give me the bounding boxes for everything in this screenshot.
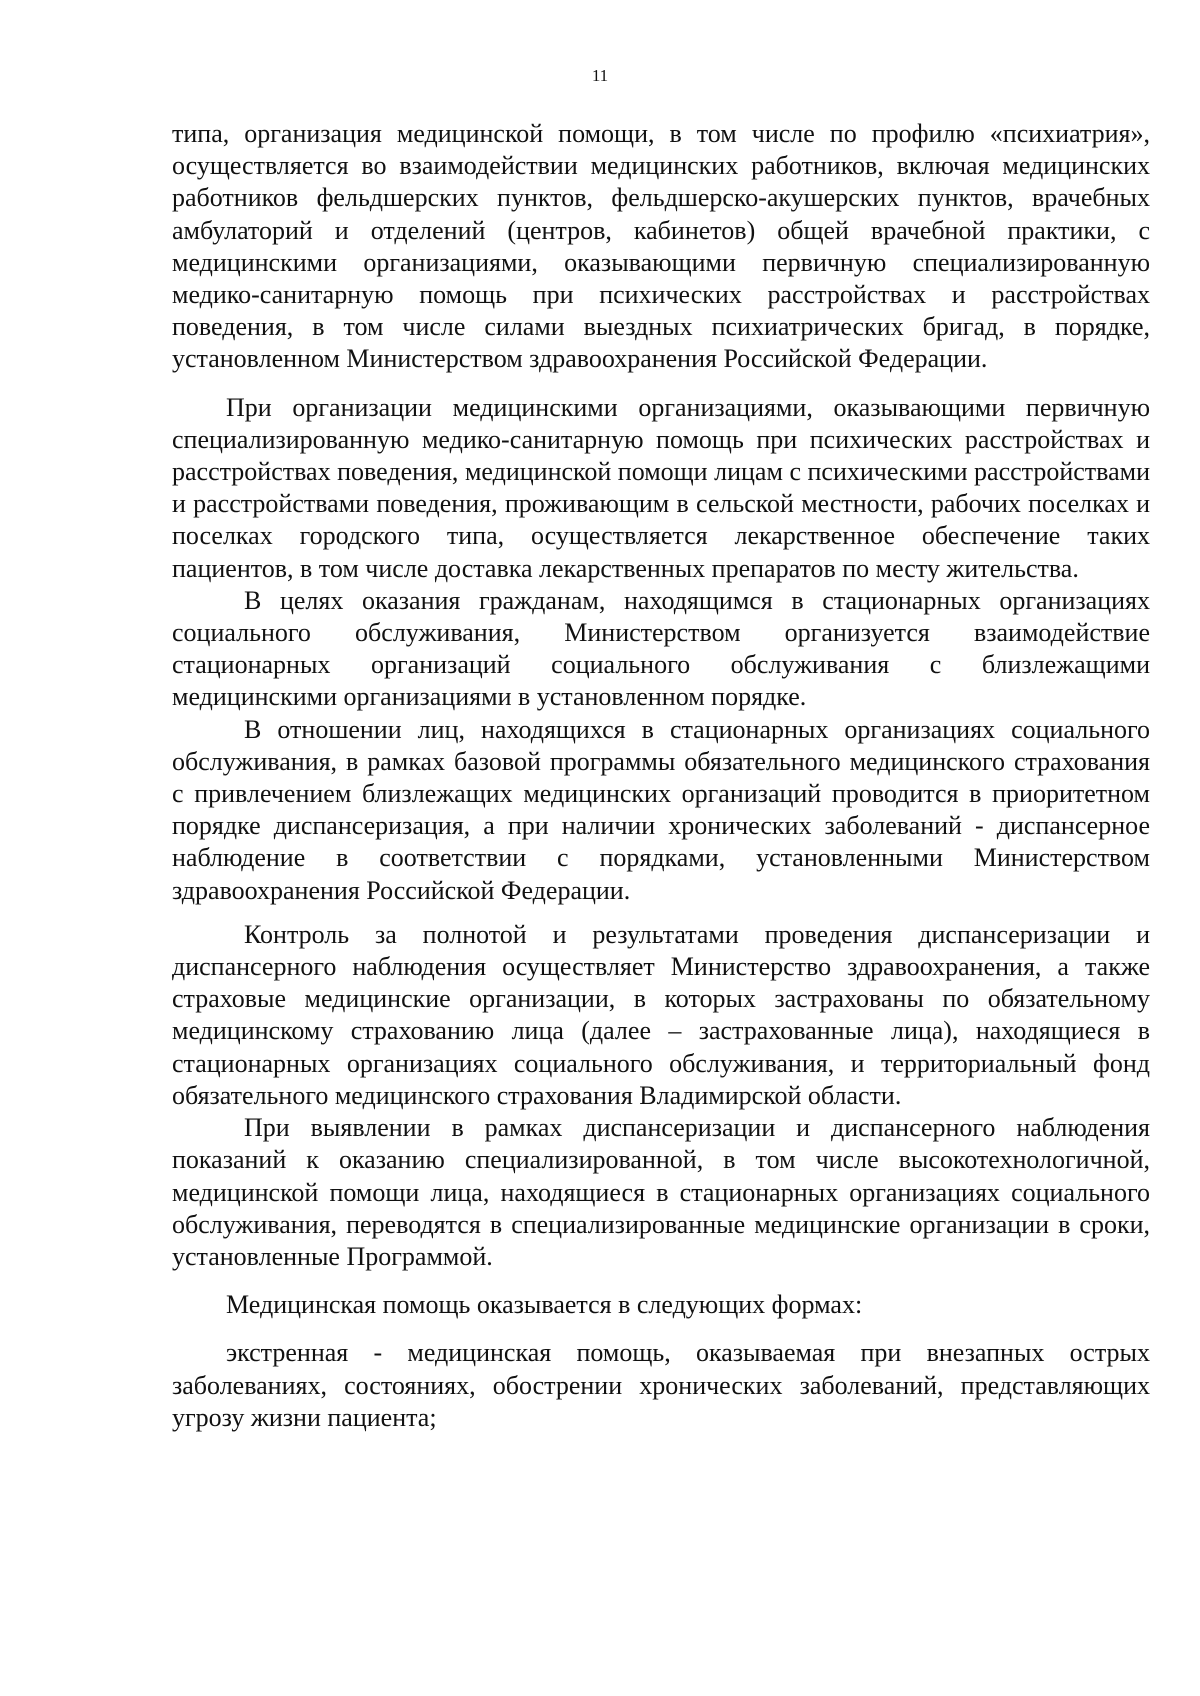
page-number: 11 (591, 66, 609, 85)
paragraph-social-service-interaction: В целях оказания гражданам, находящимся в стационарных организациях социального обслуживания, Министерством организуется взаимодействие стационарных организаций социального обслуживания с близлежащими медицинскими организациями в установленном порядке. (172, 585, 1150, 712)
paragraph-medication-supply: При организации медицинскими организациями, оказывающими первичную специализированную медико-санитарную помощь при психических расстройствах и расстройствах поведения, медицинской помощи лицам с психическими расстройствами и расстройствами поведения, проживающим в сельской местности, рабочих поселках и поселках городского типа, осуществляется лекарственное обеспечение таких пациентов, в том числе доставка лекарственных препаратов по месту жительства. (172, 392, 1150, 583)
document-body (172, 118, 1150, 1434)
paragraph-dispensarization: В отношении лиц, находящихся в стационарных организациях социального обслуживания, в рамках базовой программы обязательного медицинского страхования с привлечением близлежащих медицинских организаций проводится в приоритетном порядке диспансеризация, а при наличии хронических заболеваний - диспансерное наблюдение в соответствии с порядками, установленными Министерством здравоохранения Российской Федерации. (172, 714, 1150, 905)
paragraph-control: Контроль за полнотой и результатами проведения диспансеризации и диспансерного наблюдения осуществляет Министерство здравоохранения, а также страховые медицинские организации, в которых застрахованы по обязательному медицинскому страхованию лица (далее – застрахованные лица), находящиеся в стационарных организациях социального обслуживания, и территориальный фонд обязательного медицинского страхования Владимирской области. (172, 919, 1150, 1110)
paragraph-specialized-care-transfer: При выявлении в рамках диспансеризации и диспансерного наблюдения показаний к оказанию специализированной, в том числе высокотехнологичной, медицинской помощи лица, находящиеся в стационарных организациях социального обслуживания, переводятся в специализированные медицинские организации в сроки, установленные Программой. (172, 1113, 1150, 1271)
paragraph-continuation: типа, организация медицинской помощи, в том числе по профилю «психиатрия», осуществляется во взаимодействии медицинских работников, включая медицинских работников фельдшерских пунктов, фельдшерско-акушерских пунктов, врачебных амбулаторий и отделений (центров, кабинетов) общей врачебной практики, с медицинскими организациями, оказывающими первичную специализированную медико-санитарную помощь при психических расстройствах и расстройствах поведения, в том числе силами выездных психиатрических бригад, в порядке, установленном Министерством здравоохранения Российской Федерации. (172, 119, 1150, 374)
paragraph-emergency-care: экстренная - медицинская помощь, оказываемая при внезапных острых заболеваниях, состояниях, обострении хронических заболеваний, представляющих угрозу жизни пациента; (172, 1338, 1150, 1432)
paragraph-care-forms-intro: Медицинская помощь оказывается в следующих формах: (226, 1290, 863, 1320)
